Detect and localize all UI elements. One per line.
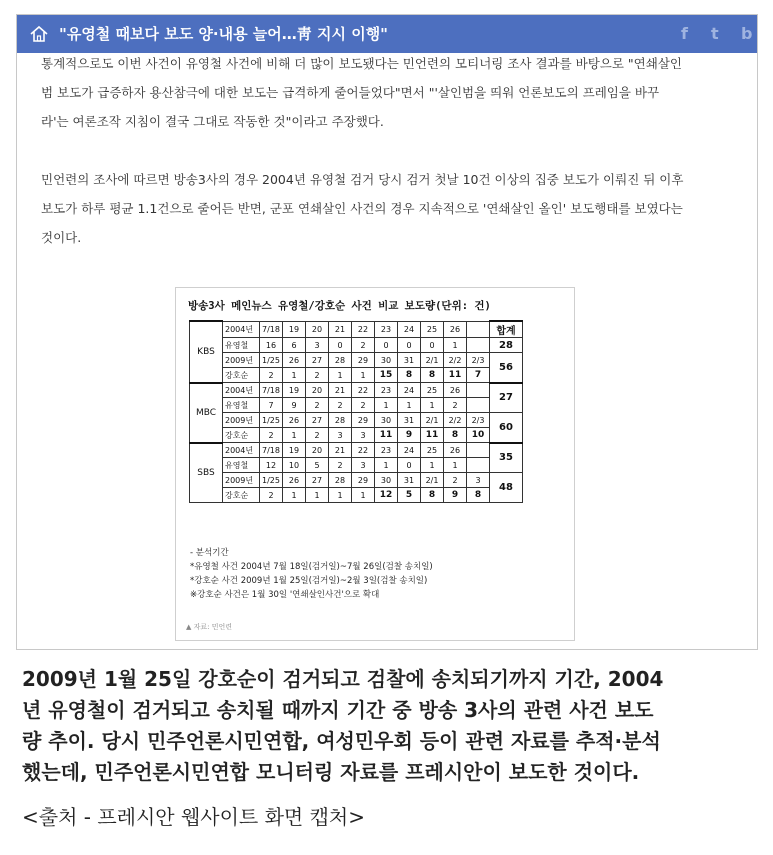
date-cell: 30	[375, 473, 398, 488]
date-cell: 26	[444, 443, 467, 458]
date-cell: 20	[306, 321, 329, 338]
date-cell: 29	[352, 353, 375, 368]
value-cell: 2	[352, 338, 375, 353]
caption-line: 년 유영철이 검거되고 송치될 때까지 기간 중 방송 3사의 관련 사건 보도	[22, 698, 654, 722]
value-cell: 2	[306, 428, 329, 443]
table-row	[190, 398, 523, 413]
date-cell: 2/1	[421, 353, 444, 368]
value-cell	[467, 338, 490, 353]
table-row	[190, 368, 523, 383]
date-cell: 22	[352, 321, 375, 338]
case-label: 유영철	[223, 338, 260, 353]
value-cell: 2	[260, 368, 283, 383]
value-cell: 1	[283, 488, 306, 503]
value-cell: 1	[283, 428, 306, 443]
value-cell: 11	[421, 428, 444, 443]
figure-source: ▲ 자료: 민언련	[186, 623, 233, 631]
value-cell: 2	[306, 398, 329, 413]
total-cell: 48	[490, 473, 523, 503]
figure-title: 방송3사 메인뉴스 유영철/강호순 사건 비교 보도량(단위: 건)	[188, 300, 491, 312]
date-cell: 30	[375, 353, 398, 368]
value-cell: 12	[375, 488, 398, 503]
case-label: 강호순	[223, 368, 260, 383]
date-cell: 30	[375, 413, 398, 428]
value-cell: 1	[444, 458, 467, 473]
value-cell: 10	[283, 458, 306, 473]
date-cell: 25	[421, 321, 444, 338]
value-cell: 10	[467, 428, 490, 443]
date-cell: 2/1	[421, 473, 444, 488]
total-cell: 27	[490, 383, 523, 413]
value-cell: 7	[260, 398, 283, 413]
table-row	[190, 353, 523, 368]
coverage-table	[189, 320, 523, 503]
value-cell: 1	[306, 488, 329, 503]
year-label: 2009년	[223, 413, 260, 428]
note-line: ※강호순 사건은 1월 30일 '연쇄살인사건'으로 확대	[190, 590, 380, 600]
date-cell: 24	[398, 383, 421, 398]
case-label: 강호순	[223, 428, 260, 443]
date-cell: 21	[329, 321, 352, 338]
value-cell: 1	[421, 458, 444, 473]
date-cell: 2/2	[444, 413, 467, 428]
paragraph-line: 범 보도가 급증하자 용산참극에 대한 보도는 급격하게 줄어들었다"면서 "'살인범을 띄워 언론보도의 프레임을 바꾸	[41, 85, 660, 100]
date-cell: 2/3	[467, 413, 490, 428]
total-cell: 56	[490, 353, 523, 383]
date-cell: 25	[421, 443, 444, 458]
value-cell: 2	[329, 458, 352, 473]
figure-notes	[190, 546, 433, 602]
network-label: SBS	[190, 443, 223, 503]
caption-line: 량 추이. 당시 민주언론시민연합, 여성민우회 등이 관련 자료를 추적·분석	[22, 729, 661, 753]
date-cell: 7/18	[260, 321, 283, 338]
date-cell: 3	[467, 473, 490, 488]
case-label: 유영철	[223, 398, 260, 413]
value-cell: 12	[260, 458, 283, 473]
value-cell: 9	[444, 488, 467, 503]
date-cell	[467, 383, 490, 398]
value-cell: 2	[329, 398, 352, 413]
date-cell: 2	[444, 473, 467, 488]
value-cell: 1	[329, 368, 352, 383]
note-line: *강호순 사건 2009년 1월 25일(검거일)~2월 3일(검찰 송치일)	[190, 576, 428, 586]
value-cell: 0	[421, 338, 444, 353]
table-row	[190, 488, 523, 503]
date-cell: 26	[283, 413, 306, 428]
value-cell: 2	[444, 398, 467, 413]
date-cell: 26	[444, 383, 467, 398]
note-line: - 분석기간	[190, 548, 229, 558]
paragraph-line: 통계적으로도 이번 사건이 유영철 사건에 비해 더 많이 보도됐다는 민언련의 모티너링 조사 결과를 바탕으로 "연쇄살인	[41, 56, 682, 71]
year-label: 2009년	[223, 473, 260, 488]
date-cell: 31	[398, 413, 421, 428]
caption-line: 했는데, 민주언론시민연합 모니터링 자료를 프레시안이 보도한 것이다.	[22, 760, 640, 784]
value-cell: 1	[375, 458, 398, 473]
value-cell: 3	[352, 428, 375, 443]
value-cell: 9	[283, 398, 306, 413]
value-cell: 2	[260, 488, 283, 503]
date-cell: 20	[306, 443, 329, 458]
date-cell: 25	[421, 383, 444, 398]
value-cell: 8	[421, 368, 444, 383]
date-cell: 21	[329, 383, 352, 398]
total-cell: 60	[490, 413, 523, 443]
date-cell: 1/25	[260, 473, 283, 488]
date-cell: 24	[398, 321, 421, 338]
value-cell	[467, 398, 490, 413]
date-cell: 2/3	[467, 353, 490, 368]
date-cell: 24	[398, 443, 421, 458]
date-cell: 1/25	[260, 413, 283, 428]
value-cell: 0	[398, 458, 421, 473]
table-row	[190, 321, 523, 338]
date-cell: 22	[352, 443, 375, 458]
value-cell: 7	[467, 368, 490, 383]
value-cell: 1	[398, 398, 421, 413]
date-cell: 28	[329, 353, 352, 368]
date-cell: 23	[375, 443, 398, 458]
date-cell: 26	[283, 473, 306, 488]
date-cell: 28	[329, 413, 352, 428]
date-cell: 2/2	[444, 353, 467, 368]
value-cell: 3	[352, 458, 375, 473]
date-cell: 29	[352, 473, 375, 488]
year-label: 2004년	[223, 383, 260, 398]
table-row	[190, 413, 523, 428]
article-paragraph-2	[41, 165, 741, 252]
value-cell: 8	[398, 368, 421, 383]
facebook-icon[interactable]: f	[681, 24, 688, 43]
value-cell: 15	[375, 368, 398, 383]
value-cell: 11	[375, 428, 398, 443]
article-header-bar	[17, 15, 757, 53]
article-paragraph-1	[41, 49, 741, 136]
date-cell: 19	[283, 321, 306, 338]
year-label: 2004년	[223, 443, 260, 458]
value-cell: 8	[467, 488, 490, 503]
twitter-icon[interactable]: t	[711, 24, 719, 43]
year-label: 2004년	[223, 321, 260, 338]
value-cell: 1	[283, 368, 306, 383]
date-cell	[467, 321, 490, 338]
date-cell: 2/1	[421, 413, 444, 428]
blog-icon[interactable]: b	[741, 24, 753, 43]
total-header: 합계	[490, 321, 523, 338]
value-cell: 1	[329, 488, 352, 503]
date-cell: 26	[444, 321, 467, 338]
note-line: *유영철 사건 2004년 7월 18일(검거일)~7월 26일(검찰 송치일)	[190, 562, 433, 572]
table-row	[190, 338, 523, 353]
value-cell: 0	[398, 338, 421, 353]
table-row	[190, 458, 523, 473]
table-row	[190, 428, 523, 443]
date-cell: 28	[329, 473, 352, 488]
date-cell: 31	[398, 353, 421, 368]
date-cell: 26	[283, 353, 306, 368]
date-cell: 22	[352, 383, 375, 398]
value-cell: 0	[375, 338, 398, 353]
article-title: "유영철 때보다 보도 양·내용 늘어…靑 지시 이행"	[59, 25, 388, 43]
value-cell: 1	[421, 398, 444, 413]
total-cell: 35	[490, 443, 523, 473]
case-label: 강호순	[223, 488, 260, 503]
date-cell: 27	[306, 353, 329, 368]
date-cell: 27	[306, 473, 329, 488]
value-cell: 5	[398, 488, 421, 503]
network-label: MBC	[190, 383, 223, 443]
total-cell: 28	[490, 338, 523, 353]
value-cell: 8	[444, 428, 467, 443]
photo-caption	[22, 664, 762, 788]
value-cell: 11	[444, 368, 467, 383]
value-cell: 3	[306, 338, 329, 353]
date-cell: 23	[375, 383, 398, 398]
year-label: 2009년	[223, 353, 260, 368]
case-label: 유영철	[223, 458, 260, 473]
value-cell: 1	[352, 368, 375, 383]
date-cell: 7/18	[260, 443, 283, 458]
value-cell: 5	[306, 458, 329, 473]
date-cell: 23	[375, 321, 398, 338]
network-label: KBS	[190, 321, 223, 383]
home-icon[interactable]	[29, 24, 49, 44]
value-cell	[467, 458, 490, 473]
table-row	[190, 383, 523, 398]
date-cell: 27	[306, 413, 329, 428]
value-cell: 0	[329, 338, 352, 353]
value-cell: 3	[329, 428, 352, 443]
date-cell: 19	[283, 383, 306, 398]
date-cell: 20	[306, 383, 329, 398]
value-cell: 6	[283, 338, 306, 353]
date-cell: 1/25	[260, 353, 283, 368]
image-credit: <출처 - 프레시안 웹사이트 화면 캡처>	[22, 805, 365, 829]
paragraph-line: 것이다.	[41, 230, 82, 245]
value-cell: 1	[352, 488, 375, 503]
paragraph-line: 라'는 여론조작 지침이 결국 그대로 작동한 것"이라고 주장했다.	[41, 114, 384, 129]
value-cell: 2	[260, 428, 283, 443]
paragraph-line: 보도가 하루 평균 1.1건으로 줄어든 반면, 군포 연쇄살인 사건의 경우 지속적으로 '연쇄살인 올인' 보도행태를 보였다는	[41, 201, 683, 216]
date-cell	[467, 443, 490, 458]
value-cell: 2	[306, 368, 329, 383]
date-cell: 21	[329, 443, 352, 458]
value-cell: 1	[444, 338, 467, 353]
article-screenshot	[16, 14, 758, 650]
value-cell: 1	[375, 398, 398, 413]
date-cell: 7/18	[260, 383, 283, 398]
date-cell: 31	[398, 473, 421, 488]
value-cell: 16	[260, 338, 283, 353]
table-row	[190, 443, 523, 458]
date-cell: 29	[352, 413, 375, 428]
coverage-table-figure	[175, 287, 575, 641]
value-cell: 8	[421, 488, 444, 503]
date-cell: 19	[283, 443, 306, 458]
paragraph-line: 민언련의 조사에 따르면 방송3사의 경우 2004년 유영철 검거 당시 검거 첫날 10건 이상의 집중 보도가 이뤄진 뒤 이후	[41, 172, 684, 187]
caption-line: 2009년 1월 25일 강호순이 검거되고 검찰에 송치되기까지 기간, 2004	[22, 667, 664, 691]
table-row	[190, 473, 523, 488]
value-cell: 2	[352, 398, 375, 413]
value-cell: 9	[398, 428, 421, 443]
